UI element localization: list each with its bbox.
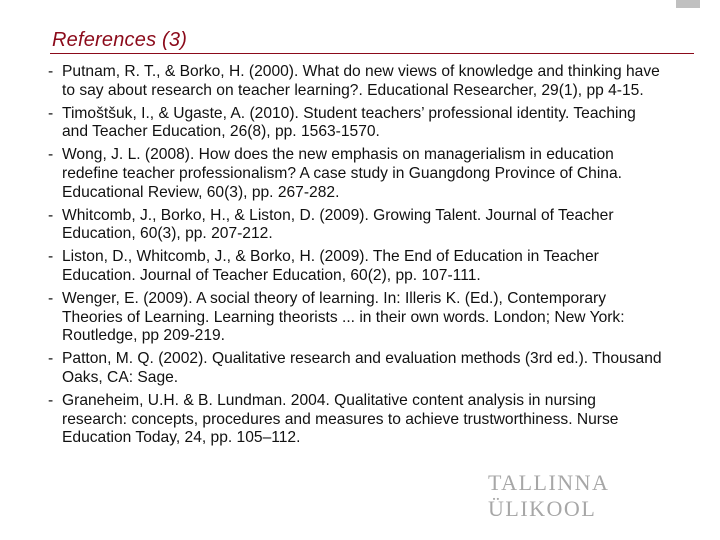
reference-text: Graneheim, U.H. & B. Lundman. 2004. Qualitative content analysis in nursing research: concepts, procedures and measures to achieve trustworthiness. Nurse Education Today, 24, pp. 105–112. [62, 392, 619, 447]
corner-decoration [676, 0, 700, 8]
bullet-dash: - [48, 350, 54, 368]
bullet-dash: - [48, 206, 54, 224]
reference-text: Liston, D., Whitcomb, J., & Borko, H. (2009). The End of Education in Teacher Education. Journal of Teacher Education, 60(2), pp. 107-111. [62, 248, 599, 284]
reference-text: Patton, M. Q. (2002). Qualitative research and evaluation methods (3rd ed.). Thousand Oaks, CA: Sage. [62, 350, 662, 386]
bullet-dash: - [48, 104, 54, 122]
reference-item [0, 392, 662, 448]
bullet-dash: - [48, 290, 54, 308]
reference-text: Putnam, R. T., & Borko, H. (2000). What do new views of knowledge and thinking have to say about research on teacher learning?. Educational Researcher, 29(1), pp 4-15. [62, 63, 660, 99]
reference-text: Whitcomb, J., Borko, H., & Liston, D. (2009). Growing Talent. Journal of Teacher Education, 60(3), pp. 207-212. [62, 206, 614, 243]
reference-item [0, 105, 662, 142]
bullet-dash: - [48, 146, 54, 164]
reference-item [0, 290, 662, 346]
reference-item [0, 207, 662, 244]
reference-item [0, 63, 662, 100]
bullet-dash: - [48, 248, 54, 266]
reference-list [0, 63, 720, 452]
bullet-dash: - [48, 63, 54, 80]
reference-item [0, 350, 662, 387]
university-logo-watermark: TALLINNA ÜLIKOOL [488, 470, 609, 521]
title-underline [50, 53, 694, 54]
reference-text: Wong, J. L. (2008). How does the new emphasis on managerialism in education redefine teacher professionalism? A case study in Guangdong Province of China. Educational Review, 60(3), pp. 267-282. [62, 146, 622, 201]
reference-text: Wenger, E. (2009). A social theory of learning. In: Illeris K. (Ed.), Contemporary Theories of Learning. Learning theorists ... in their own words. London; New York: Routledge, pp 209-219. [62, 290, 625, 345]
reference-item [0, 146, 662, 202]
bullet-dash: - [48, 392, 54, 409]
reference-item [0, 248, 662, 285]
reference-text: Timoštšuk, I., & Ugaste, A. (2010). Student teachers’ professional identity. Teaching and Teacher Education, 26(8), pp. 1563-1570. [62, 104, 636, 141]
slide-title: References (3) [52, 29, 188, 51]
